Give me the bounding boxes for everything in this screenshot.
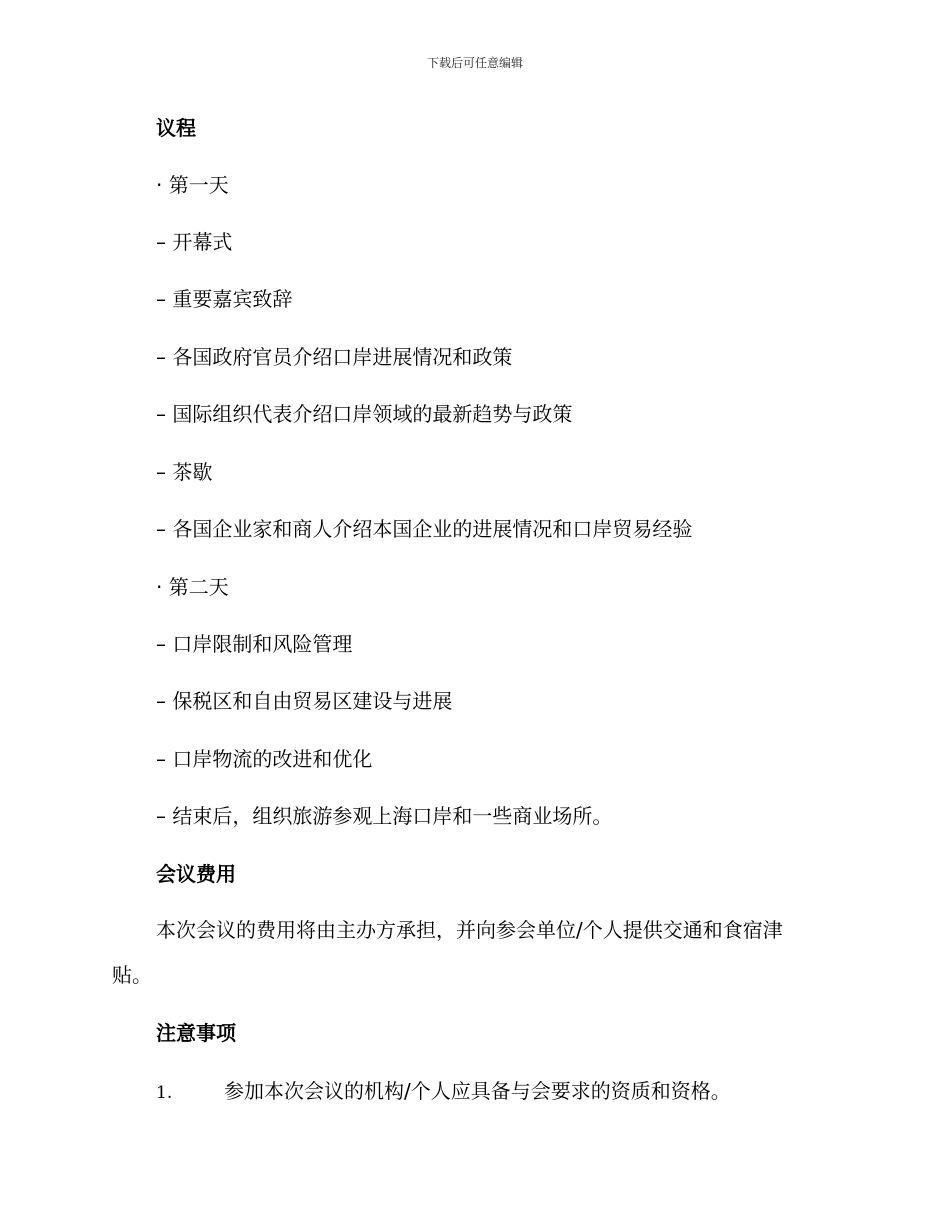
notes-item-text: 参加本次会议的机构/个人应具备与会要求的资质和资格。 (224, 1079, 731, 1103)
notes-item-number: 1. (156, 1083, 173, 1103)
agenda-item: – 国际组织代表介绍口岸领域的最新趋势与政策 (156, 402, 573, 426)
agenda-item: – 茶歇 (156, 460, 213, 484)
fees-heading: 会议费用 (156, 862, 236, 886)
agenda-item: – 各国政府官员介绍口岸进展情况和政策 (156, 345, 513, 369)
fees-paragraph (112, 908, 822, 998)
agenda-item: – 开幕式 (156, 230, 233, 254)
agenda-item: – 口岸限制和风险管理 (156, 632, 353, 656)
agenda-heading: 议程 (156, 116, 196, 140)
agenda-item: – 结束后，组织旅游参观上海口岸和一些商业场所。 (156, 804, 613, 828)
page-header: 下载后可任意编辑 (426, 56, 523, 70)
agenda-day-2: · 第二天 (156, 575, 229, 599)
agenda-day-1: · 第一天 (156, 173, 229, 197)
agenda-item: – 保税区和自由贸易区建设与进展 (156, 689, 453, 713)
agenda-item: – 口岸物流的改进和优化 (156, 747, 373, 771)
fees-paragraph-text: 本次会议的费用将由主办方承担，并向参会单位/个人提供交通和食宿津贴。 (112, 918, 783, 987)
agenda-item: – 重要嘉宾致辞 (156, 287, 293, 311)
agenda-item: – 各国企业家和商人介绍本国企业的进展情况和口岸贸易经验 (156, 517, 693, 541)
notes-item (156, 1078, 731, 1106)
notes-heading: 注意事项 (156, 1021, 236, 1045)
